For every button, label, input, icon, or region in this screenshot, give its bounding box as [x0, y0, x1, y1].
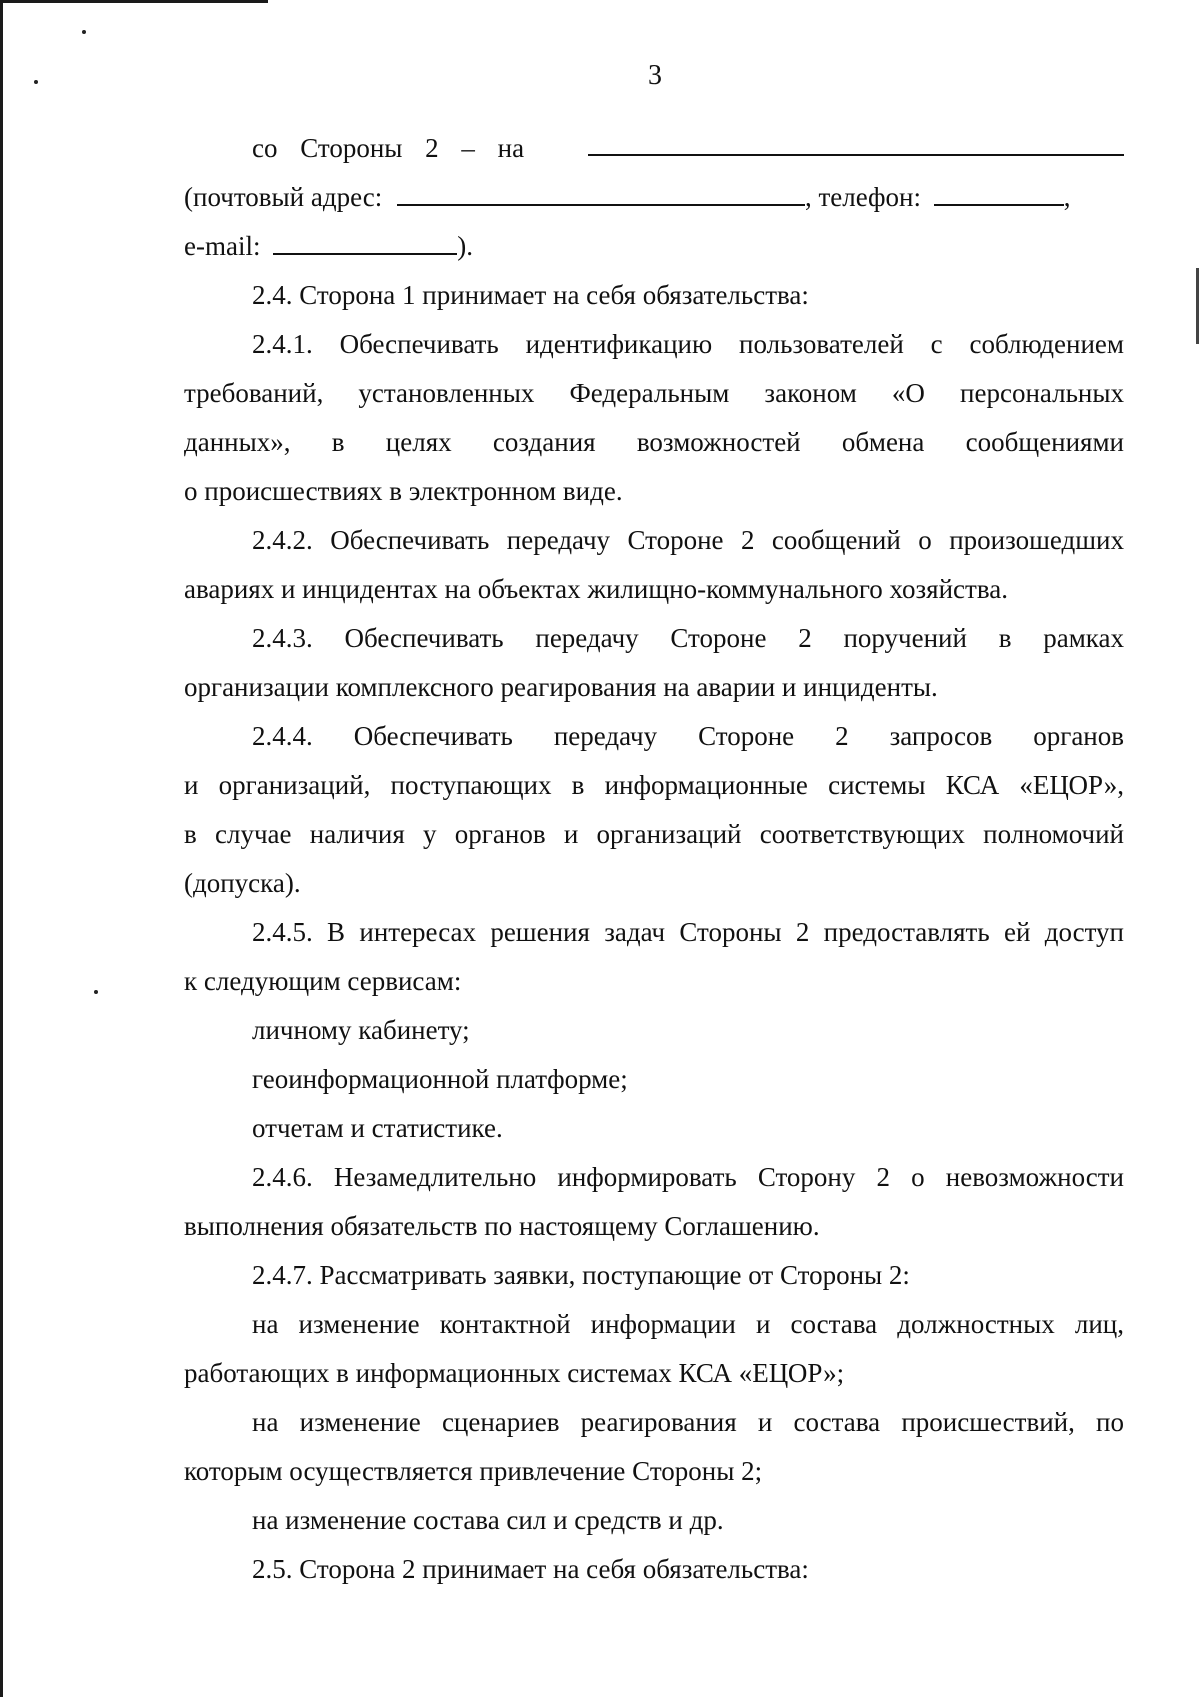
- text-line: организации комплексного реагирования на аварии и инциденты.: [184, 672, 938, 702]
- text-line: выполнения обязательств по настоящему Соглашению.: [184, 1211, 820, 1241]
- blank-field: [588, 124, 1124, 156]
- text-line: работающих в информационных системах КСА «ЕЦОР»;: [184, 1358, 845, 1388]
- phone-label: , телефон:: [804, 182, 921, 212]
- contact-line-2: [184, 173, 1124, 222]
- text-line: авариях и инцидентах на объектах жилищно-коммунального хозяйства.: [184, 574, 1008, 604]
- text-line: 2.4.1. Обеспечивать идентификацию пользователей с соблюдением: [252, 329, 1124, 359]
- text-line: на изменение сценариев реагирования и состава происшествий, по: [252, 1407, 1124, 1437]
- email-blank: [273, 223, 457, 255]
- postal-address-label: (почтовый адрес:: [184, 182, 383, 212]
- text-line: 2.4.5. В интересах решения задач Стороны 2 предоставлять ей доступ: [252, 917, 1124, 947]
- text-line: 2.4.3. Обеспечивать передачу Стороне 2 поручений в рамках: [252, 623, 1124, 653]
- text-line: геоинформационной платформе;: [252, 1064, 628, 1094]
- paragraph: [184, 1496, 1124, 1545]
- paragraph: [184, 1006, 1124, 1055]
- paragraph: [184, 1300, 1124, 1398]
- text-line: которым осуществляется привлечение Стороны 2;: [184, 1456, 763, 1486]
- page-number: 3: [648, 60, 662, 91]
- text-line: на изменение состава сил и средств и др.: [252, 1505, 724, 1535]
- paragraph: [184, 1251, 1124, 1300]
- contact-line-1: [184, 124, 1124, 173]
- paragraph: [184, 1398, 1124, 1496]
- text-line: отчетам и статистике.: [252, 1113, 503, 1143]
- text-line: 2.4.6. Незамедлительно информировать Сторону 2 о невозможности: [252, 1162, 1124, 1192]
- paragraph: [184, 1153, 1124, 1251]
- paragraph: [184, 1545, 1124, 1594]
- text-line: данных», в целях создания возможностей обмена сообщениями: [184, 427, 1124, 457]
- text-line: 2.4.7. Рассматривать заявки, поступающие от Стороны 2:: [252, 1260, 910, 1290]
- line-end: ).: [457, 231, 473, 261]
- text-line: в случае наличия у органов и организаций соответствующих полномочий: [184, 819, 1124, 849]
- paragraph: [184, 1055, 1124, 1104]
- postal-address-blank: [397, 174, 805, 206]
- scan-speck: [82, 30, 86, 34]
- paragraph: [184, 1104, 1124, 1153]
- text-line: к следующим сервисам:: [184, 966, 462, 996]
- text-line: личному кабинету;: [252, 1015, 470, 1045]
- text-line: 2.4. Сторона 1 принимает на себя обязательства:: [252, 280, 809, 310]
- text-line: 2.4.4. Обеспечивать передачу Стороне 2 запросов органов: [252, 721, 1124, 751]
- document-body: [184, 124, 1124, 1594]
- paragraph: [184, 516, 1124, 614]
- contact-line-1-text: со Стороны 2 – на: [252, 133, 525, 163]
- text-line: требований, установленных Федеральным законом «О персональных: [184, 378, 1124, 408]
- text-line: о происшествиях в электронном виде.: [184, 476, 623, 506]
- phone-blank: [934, 174, 1064, 206]
- scan-top-rule: [0, 0, 268, 3]
- text-line: и организаций, поступающих в информационные системы КСА «ЕЦОР»,: [184, 770, 1124, 800]
- text-line: 2.4.2. Обеспечивать передачу Стороне 2 сообщений о произошедших: [252, 525, 1124, 555]
- paragraph: [184, 271, 1124, 320]
- paragraph: [184, 908, 1124, 1006]
- paragraphs: [184, 271, 1124, 1594]
- email-label: e-mail:: [184, 231, 261, 261]
- text-line: 2.5. Сторона 2 принимает на себя обязательства:: [252, 1554, 809, 1584]
- text-line: на изменение контактной информации и состава должностных лиц,: [252, 1309, 1124, 1339]
- scan-speck: [94, 990, 98, 994]
- scan-left-border: [0, 0, 3, 1697]
- scan-right-mark: [1196, 268, 1199, 344]
- line-end: ,: [1063, 182, 1071, 212]
- text-line: (допуска).: [184, 868, 301, 898]
- paragraph: [184, 320, 1124, 516]
- contact-line-3: [184, 222, 1124, 271]
- paragraph: [184, 614, 1124, 712]
- paragraph: [184, 712, 1124, 908]
